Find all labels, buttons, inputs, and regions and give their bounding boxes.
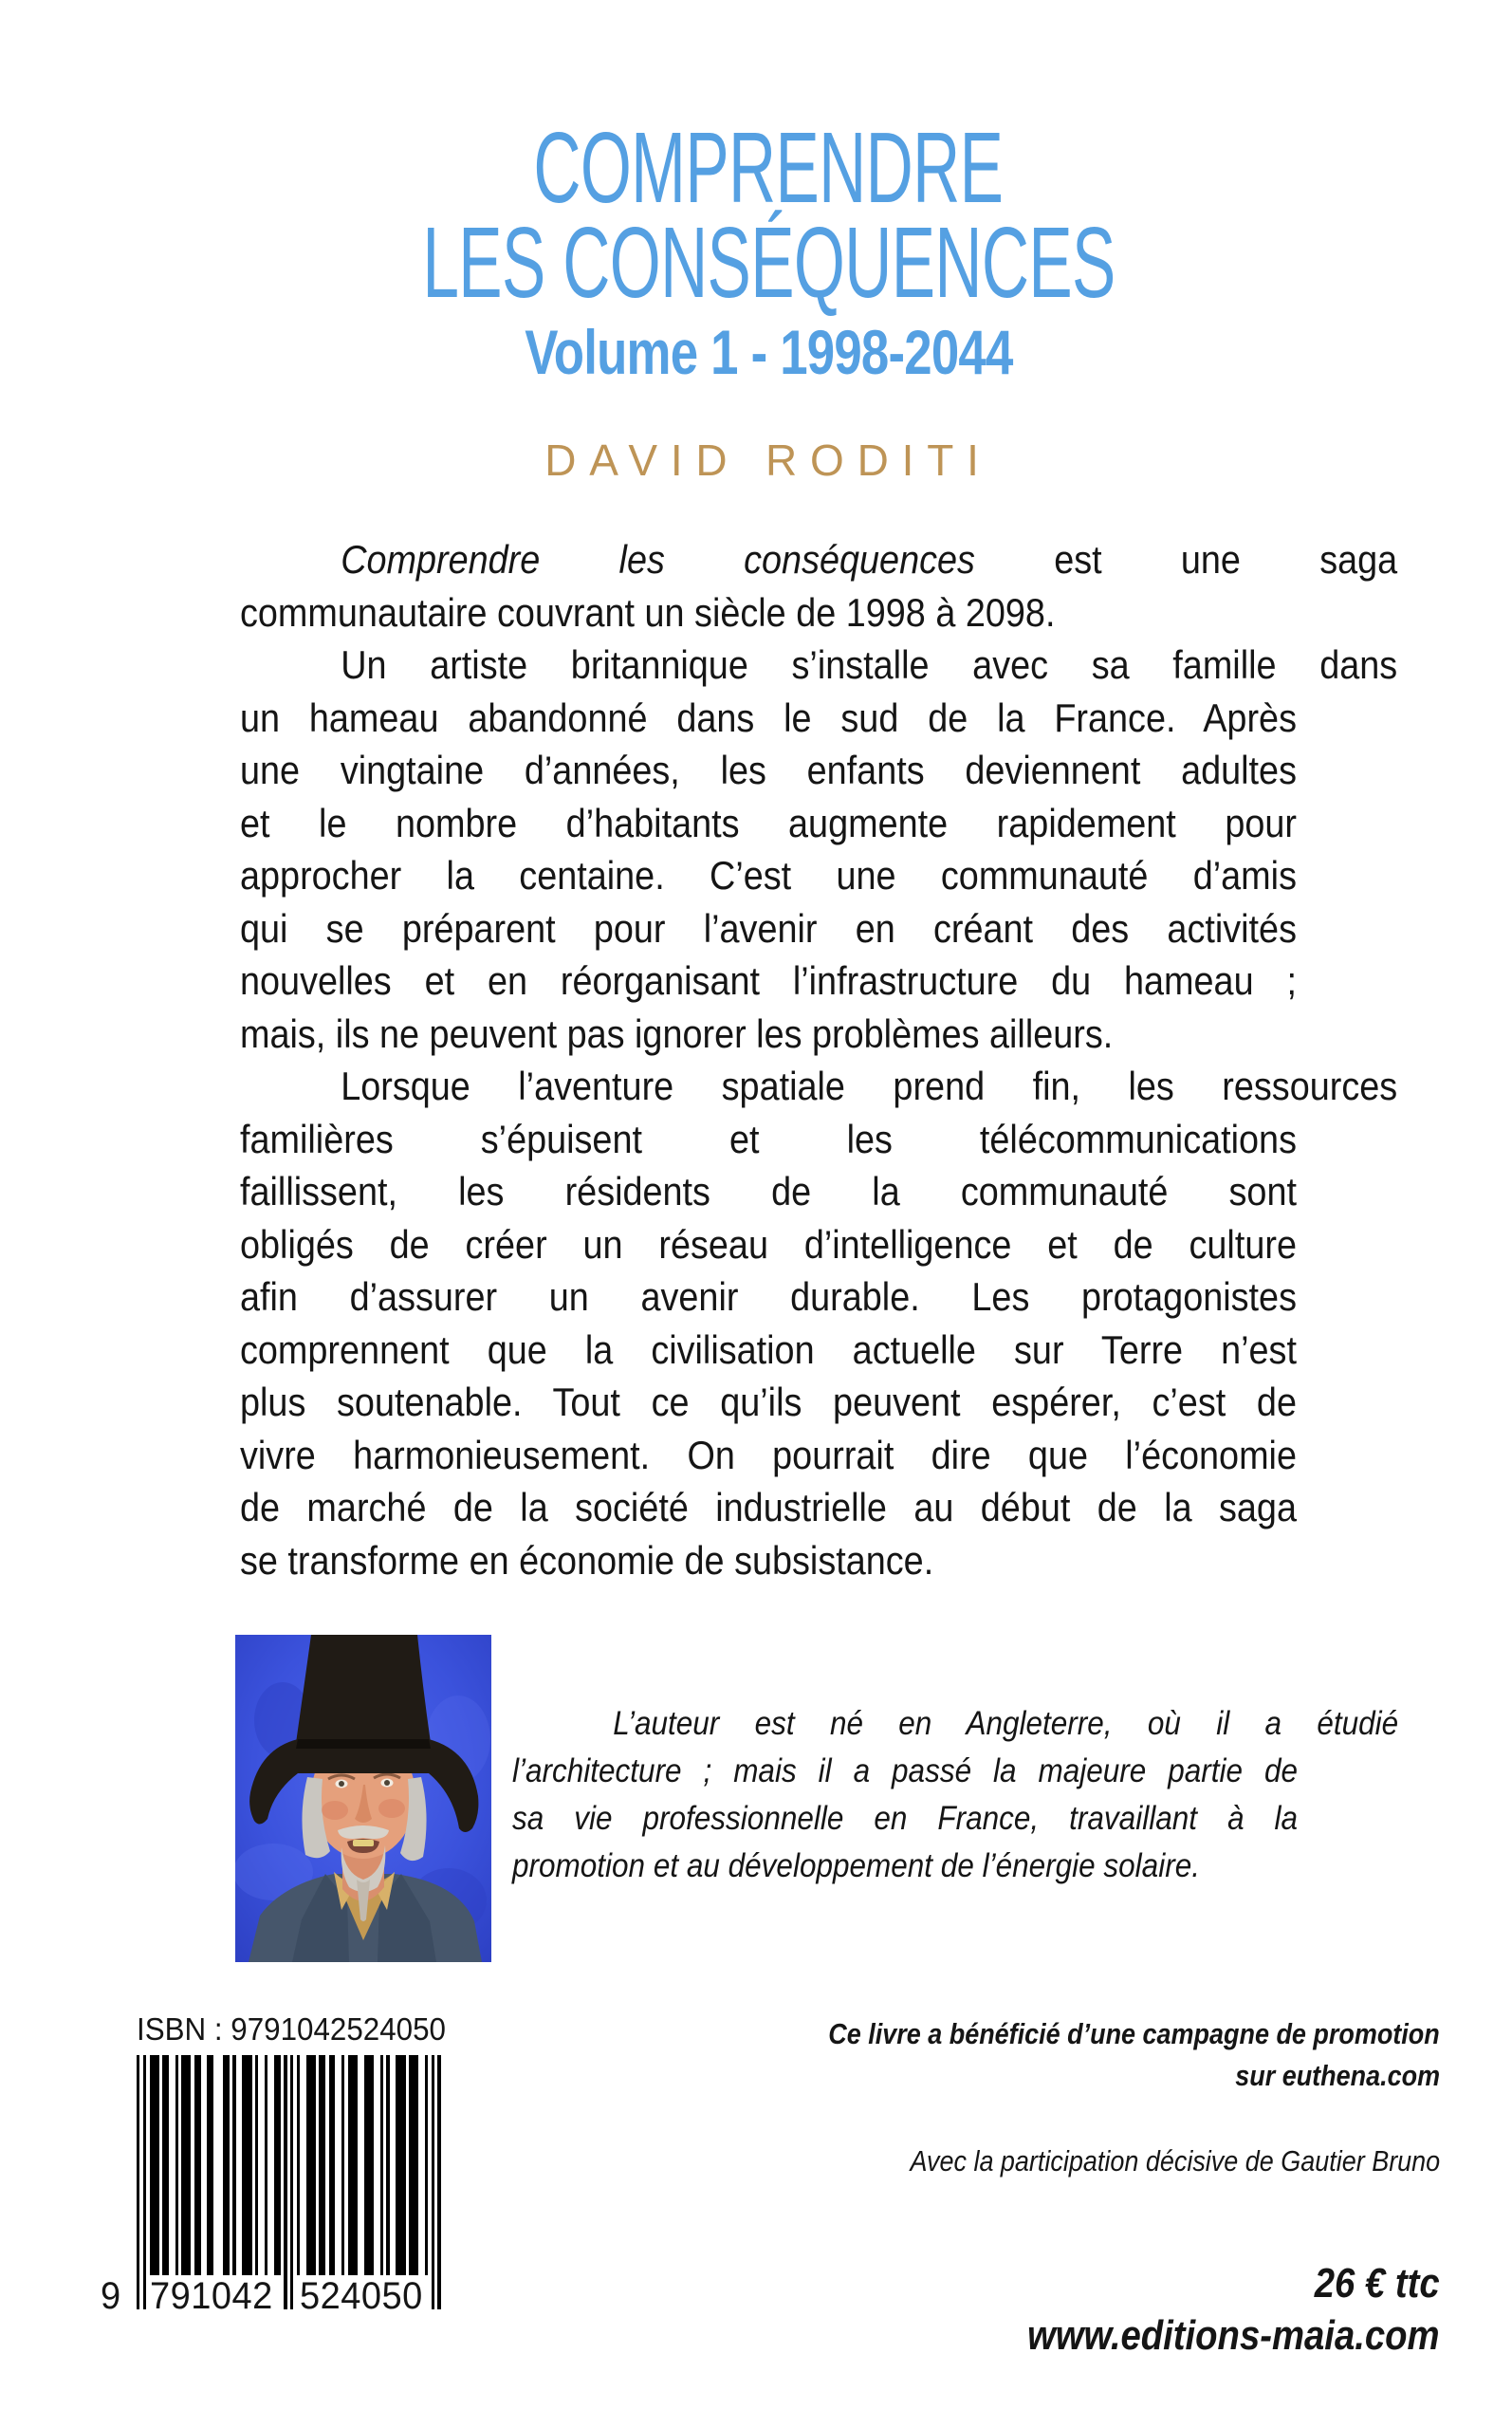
synopsis-line: communautaire couvrant un siècle de 1998 à 2098. (240, 589, 1056, 635)
synopsis-line: Un artiste britannique s’installe avec sa famille dans (341, 642, 1398, 687)
volume-subtitle-text: Volume 1 - 1998-2044 (524, 317, 1013, 387)
synopsis-line: qui se préparent pour l’avenir en créant des activités (240, 905, 1297, 951)
synopsis-line: familières s’épuisent et les télécommunications (240, 1116, 1297, 1161)
promo-line1: Ce livre a bénéficié d’une campagne de promotion (828, 2017, 1440, 2050)
synopsis-line: et le nombre d’habitants augmente rapidement pour (240, 800, 1297, 845)
volume-subtitle (12, 317, 1512, 387)
book-title-line1 (12, 112, 1512, 224)
barcode-digit-group1: 7 9 1 0 4 2 (150, 2275, 273, 2317)
participation-credit: Avec la participation décisive de Gautier Bruno (910, 2144, 1440, 2177)
author-bio-text (512, 1700, 1399, 1890)
synopsis-line: obligés de créer un réseau d’intelligence et de culture (240, 1221, 1297, 1267)
synopsis-line: de marché de la société industrielle au début de la saga (240, 1485, 1297, 1529)
author-portrait-photo (235, 1635, 491, 1962)
synopsis-line: vivre harmonieusement. On pourrait dire que l’économie (240, 1432, 1297, 1477)
bio-line: promotion et au développement de l’énergie solaire. (512, 1847, 1200, 1884)
bio-line: sa vie professionnelle en France, travaillant à la (512, 1800, 1298, 1837)
barcode-digit-group2: 5 2 4 0 5 0 (300, 2275, 423, 2317)
synopsis-line: mais, ils ne peuvent pas ignorer les problèmes ailleurs. (240, 1010, 1114, 1056)
book-title-line1-text: COMPRENDRE (533, 112, 1004, 224)
synopsis-line: nouvelles et en réorganisant l’infrastructure du hameau ; (240, 958, 1297, 1003)
synopsis-line: faillissent, les résidents de la communauté sont (240, 1169, 1297, 1214)
isbn-label: ISBN : 9791042524050 (137, 2011, 446, 2047)
synopsis-line: une vingtaine d’années, les enfants deviennent adultes (240, 748, 1297, 792)
synopsis-line: approcher la centaine. C’est une communauté d’amis (240, 853, 1297, 898)
synopsis-line: afin d’assurer un avenir durable. Les protagonistes (240, 1274, 1297, 1319)
synopsis-line: Lorsque l’aventure spatiale prend fin, les ressources (341, 1064, 1398, 1108)
synopsis-line: Comprendre les conséquences est une saga (341, 537, 1398, 582)
bio-line: L’auteur est né en Angleterre, où il a étudié (613, 1705, 1399, 1742)
promo-line2: sur euthena.com (1235, 2059, 1440, 2092)
synopsis-line: un hameau abandonné dans le sud de la France. Après (240, 695, 1297, 740)
synopsis-line: se transforme en économie de subsistance. (240, 1537, 934, 1583)
barcode (137, 2055, 442, 2309)
author-photo (235, 1635, 491, 1962)
synopsis-line: plus soutenable. Tout ce qu’ils peuvent espérer, c’est de (240, 1380, 1297, 1424)
synopsis-text (240, 533, 1398, 1586)
author-name: DAVID RODITI (544, 435, 992, 485)
barcode-digit-first: 9 (101, 2275, 121, 2317)
publisher-website: www.editions-maia.com (1027, 2312, 1440, 2359)
price-tag: 26 € ttc (1315, 2260, 1440, 2307)
book-title-line2-text: LES CONSÉQUENCES (421, 207, 1116, 319)
book-title-line2 (12, 207, 1512, 319)
bio-line: l’architecture ; mais il a passé la majeure partie de (512, 1752, 1298, 1789)
publisher-info-block (719, 2013, 1440, 2363)
synopsis-line: comprennent que la civilisation actuelle sur Terre n’est (240, 1326, 1297, 1372)
